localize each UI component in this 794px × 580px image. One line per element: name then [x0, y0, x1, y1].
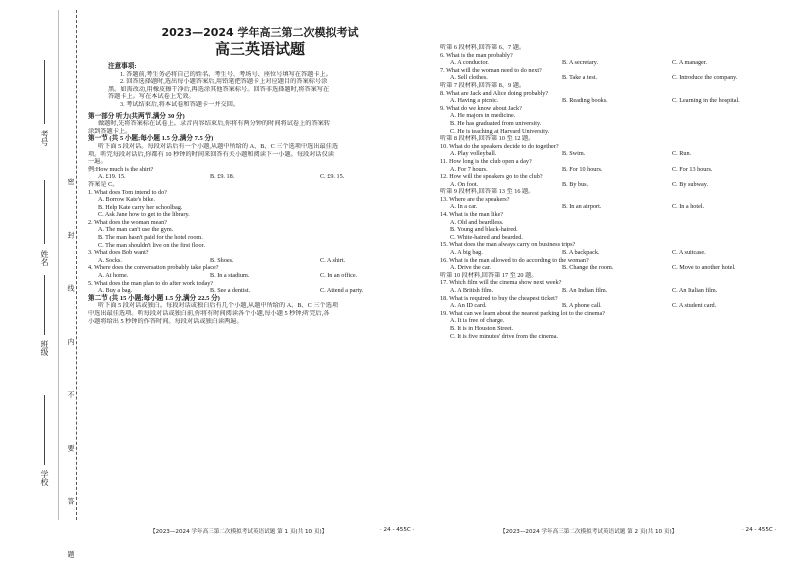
q6-option-a: A. A conductor. [450, 59, 489, 67]
q6-option-c: C. A manager. [672, 59, 708, 67]
q7-option-b: B. Take a test. [562, 74, 598, 82]
example-question: 例:How much is the shirt? [88, 165, 154, 173]
lead-8: 听第 8 段材料,回答第 10 至 12 题。 [440, 135, 535, 143]
part1-heading: 第一部分 听力(共两节,满分 30 分) [88, 112, 185, 120]
notice-item-2a: 2. 回答选择题时,选出每小题答案后,用铅笔把答题卡上对应题目的答案标号涂 [120, 78, 328, 86]
notice-heading: 注意事项: [108, 63, 137, 70]
q13-stem: 13. Where are the speakers? [440, 195, 510, 203]
q5-stem: 5. What does the man plan to do after work today? [88, 279, 214, 287]
kaohao-blank [44, 60, 45, 124]
q17-options [440, 287, 786, 295]
sec1-intro-2: 项。听完每段对话后,你都有 10 秒钟的时间来回答有关小题和阅读下一小题。每段对话仅读 [88, 150, 334, 158]
q6-stem: 6. What is the man probably? [440, 51, 513, 59]
q6-option-b: B. A secretary. [562, 59, 599, 67]
xingming-blank [44, 180, 45, 244]
exam-subject-title: 高三英语试题 [214, 40, 305, 58]
q14-option-c: C. White-haired and bearded. [450, 233, 523, 241]
q12-option-a: A. On foot. [450, 180, 479, 188]
lead-7: 听第 7 段材料,回答第 8、9 题。 [440, 81, 526, 89]
q16-option-c: C. Move to another hotel. [672, 264, 736, 272]
notice-item-2c: 答题卡上。写在本试卷上无效。 [108, 93, 195, 101]
q13-option-c: C. In a hotel. [672, 203, 705, 211]
sec1-intro-3: 一遍。 [88, 158, 107, 166]
q12-stem: 12. How will the speakers go to the club? [440, 173, 543, 181]
q14-stem: 14. What is the man like? [440, 211, 504, 219]
q9-option-a: A. He majors in medicine. [450, 112, 516, 120]
q10-options [440, 150, 786, 158]
q8-stem: 8. What are Jack and Alice doing probably? [440, 89, 549, 97]
q4-options [88, 272, 432, 280]
q8-option-a: A. Having a picnic. [450, 97, 499, 105]
q3-options [88, 257, 432, 265]
sec2-intro-2: 中选出最佳选项。听每段对话或独白前,你将有时间阅读各个小题,每小题 5 秒钟;听完后,各 [88, 310, 330, 317]
q3-option-a: A. Socks. [98, 256, 122, 264]
q7-option-a: A. Sell clothes. [450, 74, 488, 82]
q18-option-a: A. An ID card. [450, 302, 487, 310]
q11-option-c: C. For 13 hours. [672, 165, 713, 173]
seal-text: 密 封 线 内 不 要 答 题 [67, 178, 75, 580]
q10-option-b: B. Swim. [562, 150, 586, 158]
q9-stem: 9. What do we know about Jack? [440, 104, 522, 112]
q11-options [440, 166, 786, 174]
binding-strip [0, 0, 96, 580]
q15-option-c: C. A suitcase. [672, 249, 706, 257]
exam-year-title: 2023—2024 学年高三第二次模拟考试 [161, 26, 359, 39]
sec2-intro-3: 小题将给出 5 秒钟的作答时间。每段对话或独白读两遍。 [88, 317, 243, 325]
q9-option-c: C. He is teaching at Harvard University. [450, 127, 550, 135]
q1-option-c: C. Ask Jane how to get to the library. [98, 211, 190, 219]
q19-option-b: B. It is in Houston Street. [450, 324, 514, 332]
lead-9: 听第 9 段材料,回答第 13 至 16 题。 [440, 188, 535, 196]
sec1-heading: 第一节 (共 5 小题;每小题 1.5 分,满分 7.5 分) [88, 135, 214, 143]
q17-option-a: A. A British film. [450, 287, 494, 294]
q3-stem: 3. What does Bob want? [88, 249, 149, 257]
q7-stem: 7. What will the woman need to do next? [440, 66, 542, 74]
footer-right-text: 【2023—2024 学年高三第二次模拟考试英语试题 第 2 页(共 10 页)】 [500, 529, 678, 535]
q8-options [440, 97, 786, 105]
right-column [440, 44, 786, 340]
q16-stem: 16. What is the man allowed to do according to the woman? [440, 256, 589, 264]
q10-option-c: C. Run. [672, 150, 692, 158]
q19-stem: 19. What can we learn about the nearest parking lot to the cinema? [440, 309, 605, 317]
q4-option-a: A. At home. [98, 272, 129, 280]
q18-options [440, 302, 786, 310]
q13-options [440, 203, 786, 211]
q6-options [440, 59, 786, 67]
q16-option-b: B. Change the room. [562, 264, 614, 272]
binding-line [58, 10, 59, 520]
q5-option-b: B. See a dentist. [210, 287, 251, 295]
q5-options [88, 287, 432, 295]
notice-item-2b: 黑。如需改动,用橡皮擦干净后,再选涂其他答案标号。回答非选择题时,将答案写在 [108, 85, 330, 93]
q13-option-a: A. In a car. [450, 203, 478, 211]
q15-option-b: B. A backpack. [562, 249, 600, 257]
lead-10: 听第 10 段材料,回答第 17 至 20 题。 [440, 271, 538, 279]
q14-option-b: B. Young and black-haired. [450, 226, 518, 234]
q15-options [440, 249, 786, 257]
q2-option-a: A. The man can't use the gym. [98, 226, 174, 234]
q18-option-c: C. A student card. [672, 302, 717, 310]
q5-option-c: C. Attend a party. [320, 287, 364, 295]
q12-option-c: C. By subway. [672, 180, 709, 188]
q1-option-a: A. Borrow Kate's bike. [98, 196, 155, 204]
q8-option-c: C. Learning in the hospital. [672, 97, 740, 105]
q17-option-c: C. An Italian film. [672, 287, 718, 294]
q16-option-a: A. Drive the car. [450, 264, 492, 272]
part1-intro-1: 做题时,先将答案标在试卷上。录音内容结束后,你将有两分钟的时间将试卷上的答案转 [98, 120, 331, 128]
q16-options [440, 264, 786, 272]
q13-option-b: B. In an airport. [562, 203, 602, 211]
kaohao-label: 考号 [40, 130, 49, 146]
sec2-intro-1: 听下面 5 段对话或独白。每段对话或独白后有几个小题,从题中所给的 A、B、C 三个选项 [98, 302, 339, 310]
q19-option-a: A. It is free of charge. [450, 317, 505, 325]
footer-right-code: · 24 - 455C · [742, 527, 777, 533]
q17-option-b: B. An Indian film. [562, 287, 608, 294]
sec1-intro-1: 听下面 5 段对话。每段对话后有一个小题,从题中所给的 A、B、C 三个选项中选出最佳选 [98, 142, 339, 150]
q15-stem: 15. What does the man always carry on business trips? [440, 241, 576, 249]
notice-item-1: 1. 答题前,考生务必将自己的姓名、考生号、考场号、座位号填写在答题卡上。 [120, 70, 332, 78]
q5-option-a: A. Buy a bag. [98, 287, 133, 295]
q11-option-b: B. For 10 hours. [562, 165, 603, 173]
part1-intro-2: 涂到答题卡上。 [88, 127, 132, 135]
q8-option-b: B. Reading books. [562, 97, 608, 105]
example-answer: 答案是 C。 [88, 180, 119, 188]
xuexiao-label: 学校 [40, 470, 49, 486]
example-option-a: A. £19. 15. [98, 173, 126, 181]
q2-option-b: B. The man hasn't paid for the hotel room. [98, 234, 203, 242]
banji-blank [44, 275, 45, 335]
q10-option-a: A. Play volleyball. [450, 150, 497, 158]
q12-option-b: B. By bus. [562, 180, 589, 188]
q11-stem: 11. How long is the club open a day? [440, 157, 532, 165]
notice-item-3: 3. 考试结束后,将本试卷和答题卡一并交回。 [120, 100, 240, 108]
q12-options [440, 181, 786, 189]
example-option-b: B. £9. 18. [210, 173, 235, 181]
q3-option-b: B. Shoes. [210, 256, 234, 264]
xuexiao-blank [44, 395, 45, 465]
q14-option-a: A. Old and beardless. [450, 218, 504, 226]
sec2-heading: 第二节 (共 15 小题;每小题 1.5 分,满分 22.5 分) [88, 294, 220, 302]
q18-stem: 18. What is required to buy the cheapest ticket? [440, 294, 558, 302]
left-column [88, 26, 432, 325]
footer-left-text: 【2023—2024 学年高三第二次模拟考试英语试题 第 1 页(共 10 页)】 [150, 529, 328, 535]
q9-option-b: B. He has graduated from university. [450, 119, 542, 127]
q4-option-c: C. In an office. [320, 272, 358, 280]
q4-option-b: B. In a stadium. [210, 272, 250, 280]
example-options [88, 173, 432, 181]
q4-stem: 4. Where does the conversation probably take place? [88, 264, 219, 272]
q11-option-a: A. For 7 hours. [450, 165, 488, 173]
q10-stem: 10. What do the speakers decide to do together? [440, 142, 559, 150]
lead-6: 听第 6 段材料,回答第 6、7 题。 [440, 44, 526, 51]
q1-stem: 1. What does Tom intend to do? [88, 188, 167, 196]
seal-line [76, 10, 77, 520]
footer-left-code: · 24 - 455C · [380, 527, 415, 533]
q3-option-c: C. A shirt. [320, 256, 346, 264]
q18-option-b: B. A phone call. [562, 302, 602, 310]
banji-label: 班级 [40, 340, 49, 356]
xingming-label: 姓名 [40, 250, 49, 266]
q2-option-c: C. The man shouldn't live on the first floor. [98, 241, 205, 249]
q1-option-b: B. Help Kate carry her schoolbag. [98, 203, 183, 211]
q15-option-a: A. A big bag. [450, 249, 483, 257]
q7-option-c: C. Introduce the company. [672, 74, 738, 82]
q17-stem: 17. Which film will the cinema show next week? [440, 279, 562, 287]
example-option-c: C. £9. 15. [320, 173, 345, 181]
q7-options [440, 74, 786, 82]
q19-option-c: C. It is five minutes' drive from the cinema. [450, 332, 558, 340]
q2-stem: 2. What does the woman mean? [88, 218, 167, 226]
